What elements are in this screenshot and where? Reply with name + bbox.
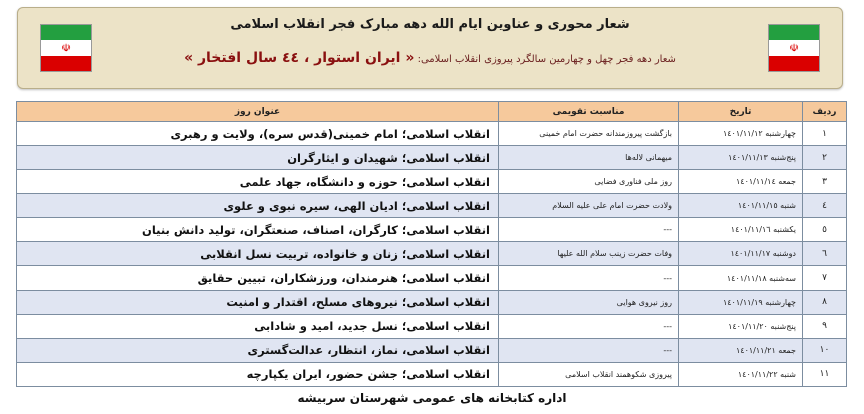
col-header-date: تاریخ [679,102,803,122]
row-num: ١٠ [803,338,847,362]
row-title: انقلاب اسلامی؛ زنان و خانواده، تربیت نسل انقلابی [17,242,499,266]
subtitle-prefix: شعار دهه فجر چهل و چهارمین سالگرد پیروزی انقلاب اسلامی: [417,54,676,65]
row-title: انقلاب اسلامی؛ ادیان الهی، سیره نبوی و علوی [17,194,499,218]
row-occasion: --- [499,218,679,242]
page-subtitle [108,50,752,66]
table-row [17,218,847,242]
table-row [17,194,847,218]
row-title: انقلاب اسلامی؛ کارگران، اصناف، صنعتگران، تولید دانش بنیان [17,218,499,242]
row-occasion: میهمانی لاله‌ها [499,146,679,170]
page-title: شعار محوری و عناوین ایام الله دهه مبارک فجر انقلاب اسلامی [230,17,630,32]
table-row [17,314,847,338]
row-num: ٥ [803,218,847,242]
row-title: انقلاب اسلامی؛ شهیدان و ایثارگران [17,146,499,170]
row-date: چهارشنبه ١٤٠١/١١/١٢ [679,122,803,146]
flag-emblem-icon: ☫ [61,41,71,55]
row-date: شنبه ١٤٠١/١١/١٥ [679,194,803,218]
row-date: یکشنبه ١٤٠١/١١/١٦ [679,218,803,242]
row-title: انقلاب اسلامی؛ نیروهای مسلح، اقتدار و امنیت [17,290,499,314]
row-date: سه‌شنبه ١٤٠١/١١/١٨ [679,266,803,290]
table-row [17,266,847,290]
iran-flag-right [768,24,820,72]
row-num: ٨ [803,290,847,314]
table-header-row [17,102,847,122]
row-date: دوشنبه ١٤٠١/١١/١٧ [679,242,803,266]
row-occasion: پیروزی شکوهمند انقلاب اسلامی [499,362,679,386]
row-num: ٢ [803,146,847,170]
table-row [17,290,847,314]
header-banner [17,7,843,89]
row-num: ١١ [803,362,847,386]
table-row [17,146,847,170]
row-num: ٦ [803,242,847,266]
row-date: پنج‌شنبه ١٤٠١/١١/١٣ [679,146,803,170]
row-occasion: وفات حضرت زینب سلام الله علیها [499,242,679,266]
table-row [17,338,847,362]
row-num: ٤ [803,194,847,218]
row-date: پنج‌شنبه ١٤٠١/١١/٢٠ [679,314,803,338]
row-date: جمعه ١٤٠١/١١/٢١ [679,338,803,362]
slogan: « ایران استوار ، ٤٤ سال افتخار » [184,50,415,66]
row-occasion: --- [499,338,679,362]
row-occasion: روز نیروی هوایی [499,290,679,314]
row-date: جمعه ١٤٠١/١١/١٤ [679,170,803,194]
flag-emblem-icon: ☫ [789,41,799,55]
row-date: شنبه ١٤٠١/١١/٢٢ [679,362,803,386]
footer-organization: اداره کتابخانه های عمومی شهرستان سربیشه [297,391,567,405]
row-num: ١ [803,122,847,146]
row-occasion: بازگشت پیروزمندانه حضرت امام خمینی [499,122,679,146]
col-header-title: عنوان روز [17,102,499,122]
row-title: انقلاب اسلامی؛ نسل جدید، امید و شادابی [17,314,499,338]
row-date: چهارشنبه ١٤٠١/١١/١٩ [679,290,803,314]
iran-flag-left [40,24,92,72]
row-num: ٣ [803,170,847,194]
table-row [17,362,847,386]
col-header-occasion: مناسبت تقویمی [499,102,679,122]
schedule-table [16,101,847,387]
row-occasion: ولادت حضرت امام علی علیه السلام [499,194,679,218]
row-title: انقلاب اسلامی؛ هنرمندان، ورزشکاران، تبیین حقایق [17,266,499,290]
row-occasion: --- [499,266,679,290]
table-row [17,170,847,194]
row-title: انقلاب اسلامی، نماز، انتظار، عدالت‌گستری [17,338,499,362]
table-row [17,122,847,146]
row-num: ٩ [803,314,847,338]
table-row [17,242,847,266]
row-title: انقلاب اسلامی؛ حوزه و دانشگاه، جهاد علمی [17,170,499,194]
row-num: ٧ [803,266,847,290]
row-title: انقلاب اسلامی؛ جشن حضور، ایران یکپارچه [17,362,499,386]
row-occasion: --- [499,314,679,338]
row-title: انقلاب اسلامی؛ امام خمینی(قدس سره)، ولایت و رهبری [17,122,499,146]
row-occasion: روز ملی فناوری فضایی [499,170,679,194]
col-header-num: ردیف [803,102,847,122]
